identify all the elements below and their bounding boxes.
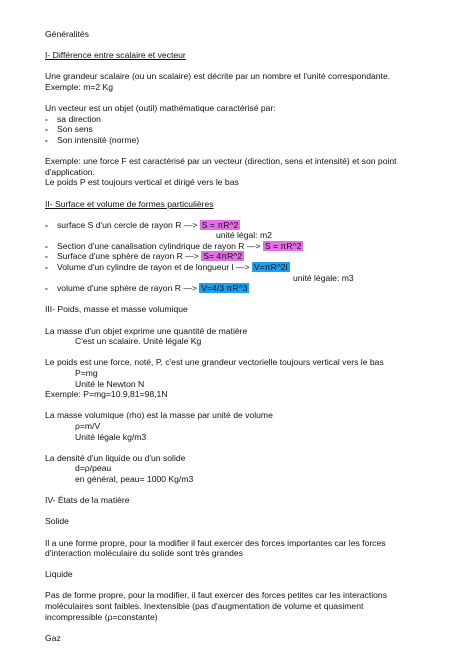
solid-title: Solide [45,516,69,527]
unit-note: unité légal: m2 [216,230,272,241]
list-item: - surface S d'un cercle de rayon R —> S = πR^2 [45,219,239,230]
formula-highlight: S = πR^2 [201,219,239,230]
vector-definition: Un vecteur est un objet (outil) mathématique caractérisé par: [45,103,276,114]
weight-formula: P=mg [75,368,98,378]
liquid-line: moléculaires sont faibles. Inextensible (pas d'augmentation de volume et quasiment [45,601,364,612]
formula-highlight: V=4/3 πR^3 [201,283,248,294]
weight-example: Exemple: P=mg=10.9,81=98,1N [45,389,168,400]
weight-unit: Unité le Newton N [75,378,145,389]
list-item: - Volume d'un cylindre de rayon et de longueur l —> V=πR^2l [45,262,288,273]
gas-title: Gaz [45,632,61,643]
list-item: - Son intensité (norme) [45,134,140,145]
bullet-dash: - [45,134,48,145]
solid-line: d'interaction moléculaire du solide sont très grandes [45,548,243,559]
document-body [45,29,465,643]
solid-line: Il a une forme propre, pour la modifier il faut exercer des forces importantes car les forces [45,537,386,548]
formula-highlight: S= 4πR^2 [203,251,243,262]
rho-definition: La masse volumique (rho) est la masse par unité de volume [45,410,273,421]
liquid-line: incompressible (ρ=constante) [45,611,158,622]
page-title: Généralités [45,29,89,39]
list-item: - volume d'une sphère de rayon R —> V=4/3 πR^3 [45,283,248,294]
list-item: - Surface d'une sphère de rayon R —> S= 4πR^2 [45,251,243,262]
rho-formula: ρ=m/V [75,420,101,431]
bullet-dash: - [45,113,48,124]
density-note: en général, peau= 1000 Kg/m3 [75,473,194,484]
formula-highlight: V=πR^2l [253,262,288,273]
list-item: - sa direction [45,113,101,124]
unit-note: unité légale: m3 [293,272,354,283]
list-item: - Section d'une canalisation cylindrique de rayon R —> S = πR^2 [45,240,302,251]
force-example-line1: Exemple: une force F est caractérisé par un vecteur (direction, sens et intensité) et son point [45,156,397,167]
scalar-example: Exemple: m=2 Kg [45,81,114,92]
liquid-title: Liquide [45,569,73,580]
formula-highlight: S = πR^2 [264,240,302,251]
mass-unit: C'est un scalaire. Unité légale Kg [75,336,202,347]
section2-heading: II- Surface et volume de formes particulières [45,198,214,209]
rho-unit: Unité légale kg/m3 [75,431,147,442]
section4-heading: IV- États de la matière [45,495,130,506]
liquid-line: Pas de forme propre, pour la modifier, il faut exercer des forces petites car les interactions [45,590,387,601]
bullet-dash: - [45,124,48,135]
density-definition: La densité d'un liquide ou d'un solide [45,452,186,463]
force-example-line2: d'application. [45,166,95,177]
mass-definition: La masse d'un objet exprime une quantité de matière [45,325,248,336]
weight-definition: Le poids est une force, noté, P, c'est une grandeur vectorielle toujours vertical vers le bas [45,357,384,368]
weight-note: Le poids P est toujours vertical et dirigé vers le bas [45,177,239,188]
list-item: - Son sens [45,124,93,135]
section3-heading: III- Poids, masse et masse volumique [45,304,188,315]
scalar-definition: Une grandeur scalaire (ou un scalaire) est décrite par un nombre et l'unité correspondante. [45,71,391,82]
section1-heading: I- Différence entre scalaire et vecteur [45,50,186,61]
density-formula: d=ρ/peau [75,463,112,474]
